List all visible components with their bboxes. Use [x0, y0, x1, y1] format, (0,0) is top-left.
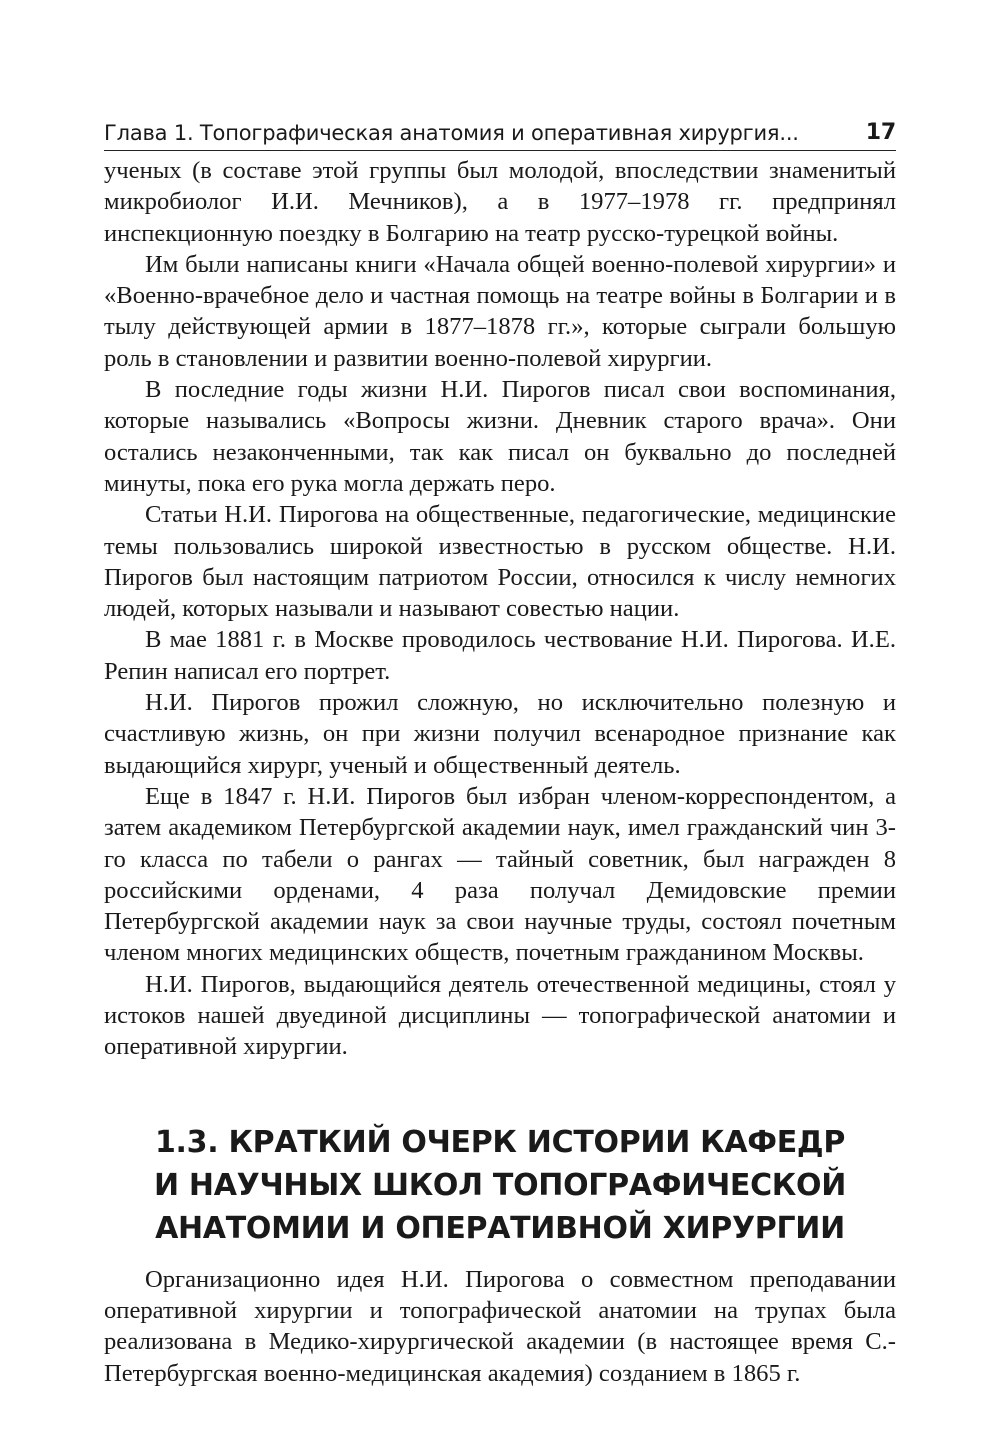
- paragraph-6: Н.И. Пирогов прожил сложную, но исключительно полезную и счастливую жизнь, он при жизни получил всенародное признание как выдающийся хирург, ученый и общественный деятель.: [104, 689, 896, 779]
- page-number: 17: [865, 120, 896, 145]
- paragraph-7: Еще в 1847 г. Н.И. Пирогов был избран членом-корреспондентом, а затем академиком Петербургской академии наук, имел гражданский чин 3-го класса по табели о рангах — тайный советник, был награжден 8 российскими орденами, 4 раза получал Демидовские премии Петербургской академии наук за свои научные труды, состоял почетным членом многих медицинских обществ, почетным гражданином Москвы.: [104, 782, 896, 967]
- section-heading: [104, 1121, 896, 1250]
- section-text: [104, 1264, 896, 1389]
- paragraph-5: В мае 1881 г. в Москве проводилось чествование Н.И. Пирогова. И.Е. Репин написал его портрет.: [104, 626, 896, 685]
- paragraph-3: В последние годы жизни Н.И. Пирогов писал свои воспоминания, которые назывались «Вопросы жизни. Дневник старого врача». Они остались незаконченными, так как писал он буквально до последней минуты, пока его рука могла держать перо.: [104, 376, 896, 497]
- chapter-title: Глава 1. Топографическая анатомия и оперативная хирургия...: [104, 121, 799, 145]
- paragraph-4: Статьи Н.И. Пирогова на общественные, педагогические, медицинские темы пользовались широкой известностью в русском обществе. Н.И. Пирогов был настоящим патриотом России, относился к числу немногих людей, которых называли и называют совестью нации.: [104, 501, 896, 623]
- main-text: [104, 155, 896, 1063]
- section-heading-line-1: 1.3. КРАТКИЙ ОЧЕРК ИСТОРИИ КАФЕДР: [154, 1124, 846, 1160]
- paragraph-8: Н.И. Пирогов, выдающийся деятель отечественной медицины, стоял у истоков нашей двуединой дисциплины — топографической анатомии и оперативной хирургии.: [104, 970, 896, 1061]
- running-header: [104, 118, 896, 151]
- section-heading-line-3: АНАТОМИИ И ОПЕРАТИВНОЙ ХИРУРГИИ: [155, 1210, 845, 1246]
- paragraph-1: ученых (в составе этой группы был молодой, впоследствии знаменитый микробиолог И.И. Мечников), а в 1977–1978 гг. предпринял инспекционную поездку в Болгарию на театр русско-турецкой войны.: [104, 157, 896, 247]
- book-page: [104, 118, 896, 1389]
- section-paragraph-1: Организационно идея Н.И. Пирогова о совместном преподавании оперативной хирургии и топографической анатомии на трупах была реализована в Медико-хирургической академии (в настоящее время С.-Петербургская военно-медицинская академия) созданием в 1865 г.: [104, 1265, 896, 1387]
- paragraph-2: Им были написаны книги «Начала общей военно-полевой хирургии» и «Военно-врачебное дело и частная помощь на театре войны в Болгарии и в тылу действующей армии в 1877–1878 гг.», которые сыграли большую роль в становлении и развитии военно-полевой хирургии.: [104, 250, 896, 372]
- section-heading-line-2: И НАУЧНЫХ ШКОЛ ТОПОГРАФИЧЕСКОЙ: [153, 1167, 847, 1203]
